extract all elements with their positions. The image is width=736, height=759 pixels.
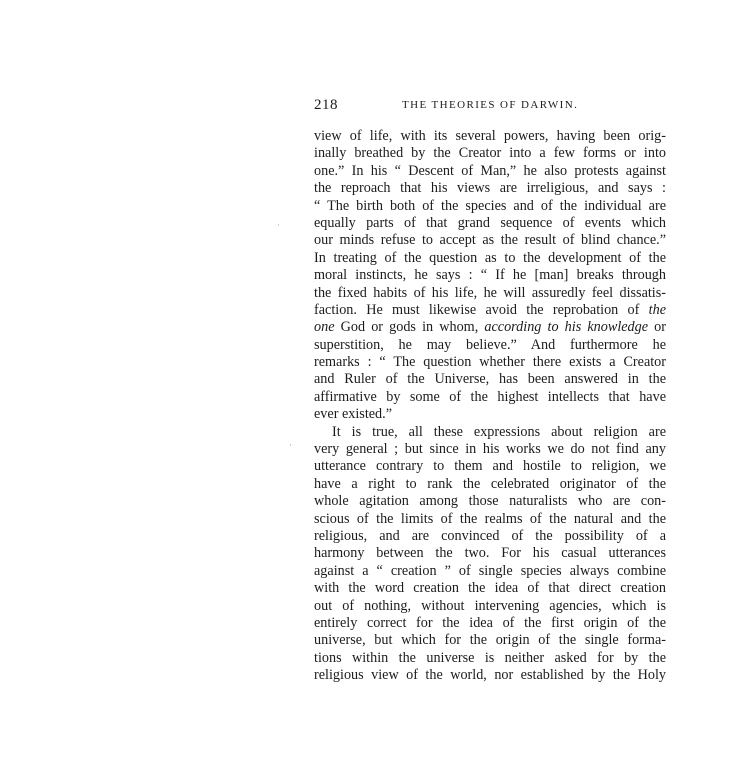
- text-line: have a right to rank the celebrated originator of the: [314, 475, 666, 492]
- running-head: THE THEORIES OF DARWIN.: [402, 99, 579, 111]
- text-line: “ The birth both of the species and of the individual are: [314, 197, 666, 214]
- text-line: religious view of the world, nor established by the Holy: [314, 667, 666, 684]
- text-line: the fixed habits of his life, he will assuredly feel dissatis-: [314, 284, 666, 301]
- text-line: one.” In his “ Descent of Man,” he also protests against: [314, 162, 666, 179]
- text-line: equally parts of that grand sequence of events which: [314, 214, 666, 231]
- text-line: our minds refuse to accept as the result of blind chance.”: [314, 232, 666, 249]
- text-line: ever existed.”: [314, 406, 392, 423]
- text-line: the reproach that his views are irreligious, and says :: [314, 180, 666, 197]
- text-line: It is true, all these expressions about religion are: [332, 423, 666, 440]
- text-line: and Ruler of the Universe, has been answered in the: [314, 371, 666, 388]
- text-line: scious of the limits of the realms of the natural and the: [314, 510, 666, 527]
- body-text: [314, 128, 666, 685]
- margin-mark: ·: [289, 440, 292, 450]
- text-line: moral instincts, he says : “ If he [man] breaks through: [314, 267, 666, 284]
- text-line: one God or gods in whom, according to his knowledge or: [314, 319, 666, 336]
- text-line: faction. He must likewise avoid the reprobation of the: [314, 301, 666, 318]
- text-line: with the word creation the idea of that direct creation: [314, 580, 666, 597]
- text-line: whole agitation among those naturalists who are con-: [314, 493, 666, 510]
- text-line: against a “ creation ” of single species always combine: [314, 562, 666, 579]
- text-line: remarks : “ The question whether there exists a Creator: [314, 354, 666, 371]
- page-header: [314, 97, 666, 117]
- text-line: affirmative by some of the highest intellects that have: [314, 388, 666, 405]
- text-line: inally breathed by the Creator into a few forms or into: [314, 145, 666, 162]
- text-line: view of life, with its several powers, having been orig-: [314, 128, 666, 144]
- text-line: very general ; but since in his works we do not find any: [314, 441, 666, 458]
- text-line: out of nothing, without intervening agencies, which is: [314, 597, 666, 614]
- text-line: harmony between the two. For his casual utterances: [314, 545, 666, 562]
- text-line: In treating of the question as to the development of the: [314, 249, 666, 266]
- page-number: 218: [314, 97, 338, 113]
- text-line: tions within the universe is neither asked for by the: [314, 649, 666, 666]
- margin-mark: ·: [277, 220, 280, 230]
- text-line: superstition, he may believe.” And furthermore he: [314, 336, 666, 353]
- text-line: universe, but which for the origin of the single forma-: [314, 632, 666, 649]
- text-line: utterance contrary to them and hostile to religion, we: [314, 458, 666, 475]
- text-line: entirely correct for the idea of the first origin of the: [314, 614, 666, 631]
- text-line: religious, and are convinced of the possibility of a: [314, 527, 666, 544]
